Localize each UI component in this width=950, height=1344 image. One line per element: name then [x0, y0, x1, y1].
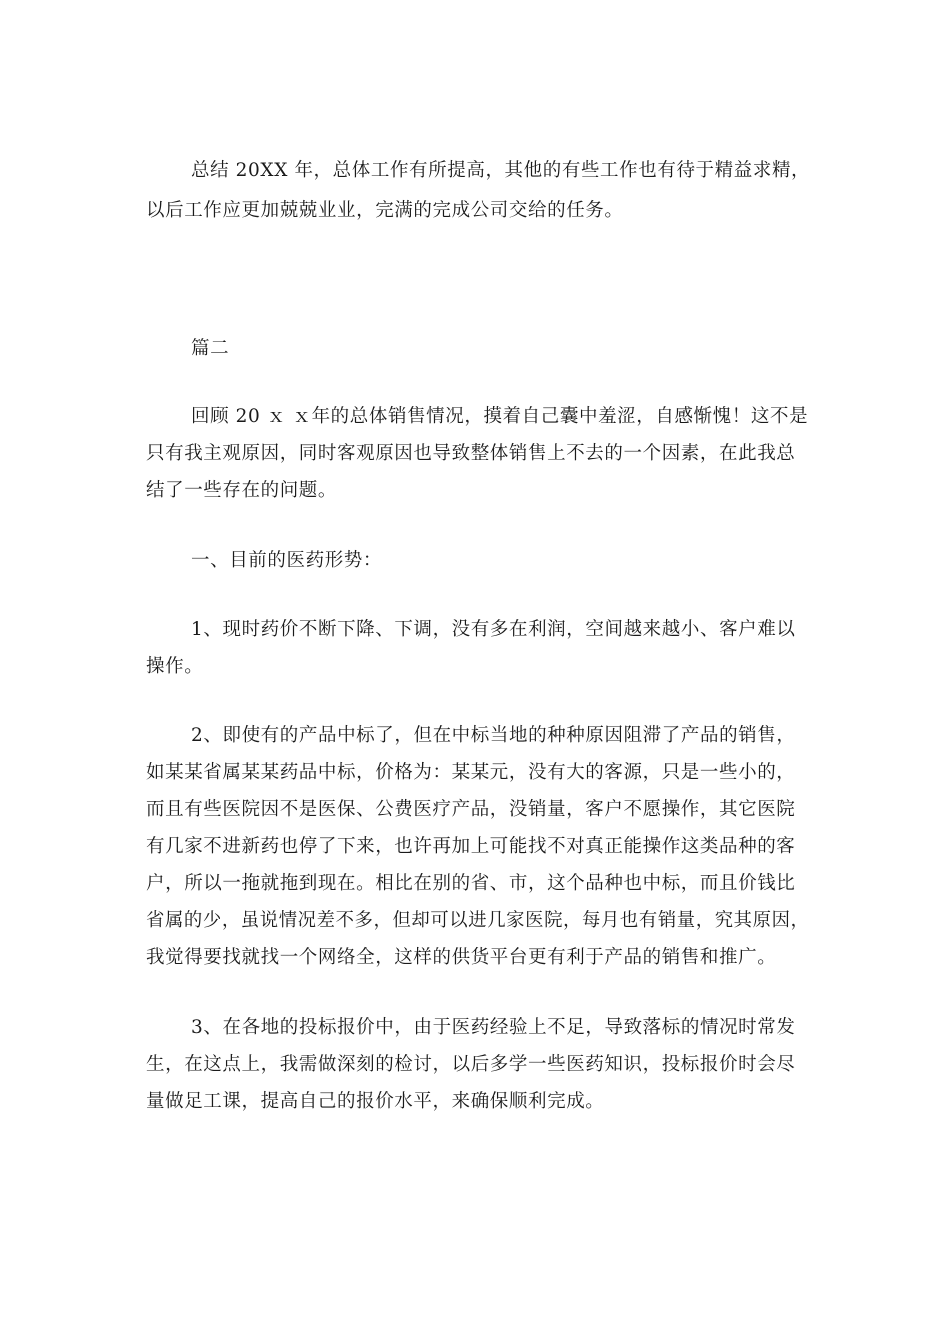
item-2-line-2: 如某某省属某某药品中标，价格为：某某元，没有大的客源，只是一些小的，	[146, 762, 796, 783]
review-line-1: 回顾 20 ｘ ｘ年的总体销售情况，摸着自己囊中羞涩，自感惭愧！这不是	[191, 406, 809, 427]
item-2-line-6: 省属的少，虽说情况差不多，但却可以进几家医院，每月也有销量，究其原因，	[146, 910, 810, 931]
summary-line-1: 总结 20XX 年，总体工作有所提高，其他的有些工作也有待于精益求精，	[191, 160, 811, 181]
item-3-line-2: 生，在这点上，我需做深刻的检讨，以后多学一些医药知识，投标报价时会尽	[146, 1054, 796, 1075]
item-2-line-7: 我觉得要找就找一个网络全，这样的供货平台更有利于产品的销售和推广。	[146, 947, 777, 968]
item-1-line-1: 1、现时药价不断下降、下调，没有多在利润，空间越来越小、客户难以	[191, 619, 796, 640]
heading-current-situation: 一、目前的医药形势：	[191, 550, 383, 571]
item-2-line-3: 而且有些医院因不是医保、公费医疗产品，没销量，客户不愿操作，其它医院	[146, 799, 796, 820]
item-2-line-5: 户，所以一拖就拖到现在。相比在别的省、市，这个品种也中标，而且价钱比	[146, 873, 796, 894]
item-1-line-2: 操作。	[146, 656, 204, 677]
item-2-line-1: 2、即使有的产品中标了，但在中标当地的种种原因阻滞了产品的销售，	[191, 725, 796, 746]
review-line-3: 结了一些存在的问题。	[146, 480, 338, 501]
summary-line-2: 以后工作应更加兢兢业业，完满的完成公司交给的任务。	[146, 200, 624, 221]
review-line-2: 只有我主观原因，同时客观原因也导致整体销售上不去的一个因素，在此我总	[146, 443, 796, 464]
item-3-line-3: 量做足工课，提高自己的报价水平，来确保顺利完成。	[146, 1091, 605, 1112]
item-2-line-4: 有几家不进新药也停了下来，也许再加上可能找不对真正能操作这类品种的客	[146, 836, 796, 857]
item-3-line-1: 3、在各地的投标报价中，由于医药经验上不足，导致落标的情况时常发	[191, 1017, 796, 1038]
section-title: 篇二	[191, 338, 230, 359]
